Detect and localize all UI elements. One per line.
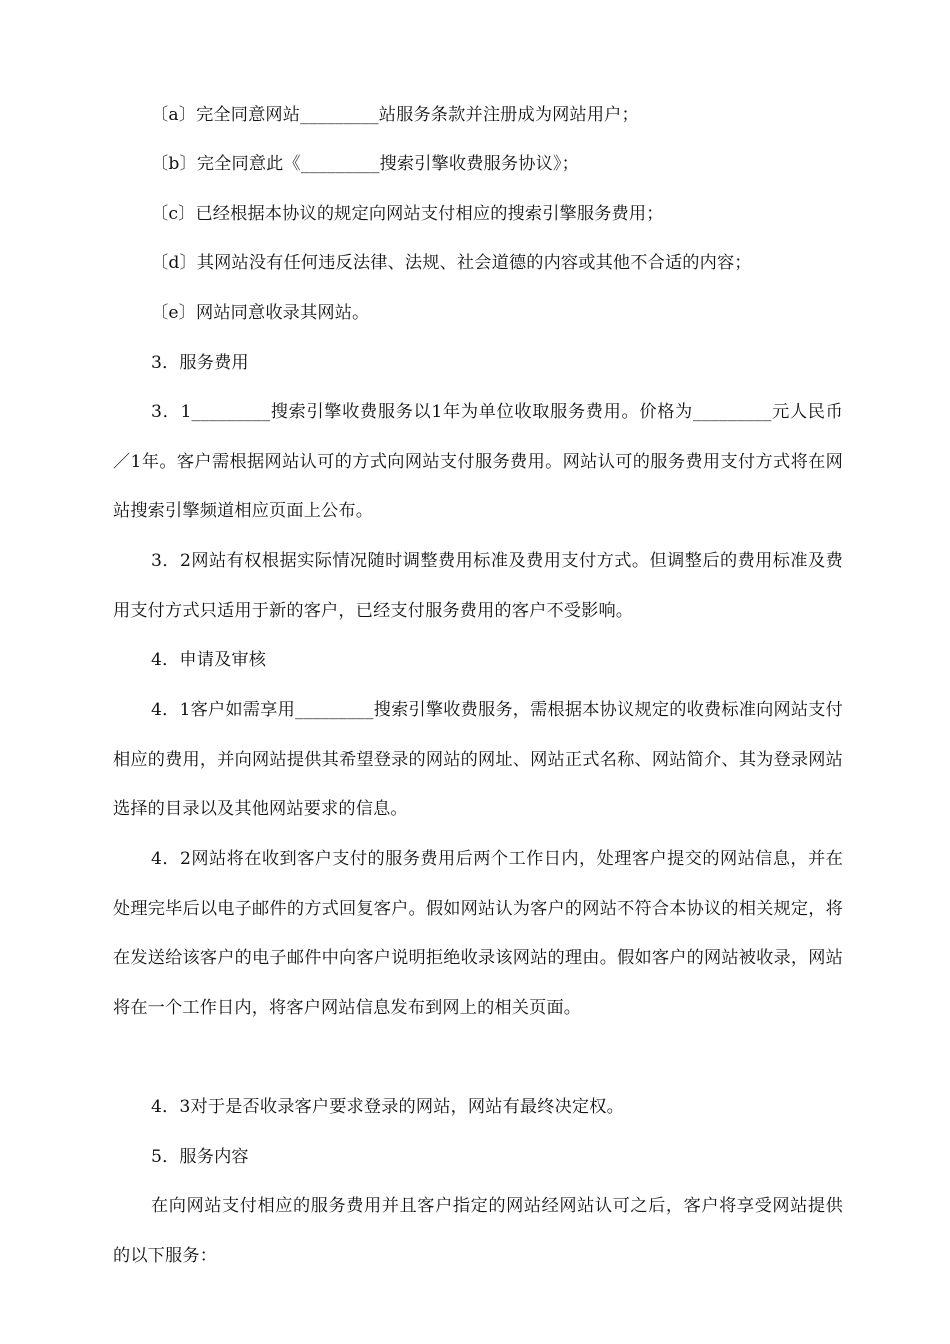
clause-4-1: 4．1客户如需享用_________搜索引擎收费服务，需根据本协议规定的收费标准向网站支付相应的费用，并向网站提供其希望登录的网站的网址、网站正式名称、网站简介、其为登录网站选择的目录以及其他网站要求的信息。 [113,700,843,819]
service-content-intro: 在向网站支付相应的服务费用并且客户指定的网站经网站认可之后，客户将享受网站提供的以下服务： [113,1196,843,1266]
clause-b: 〔b〕完全同意此《_________搜索引擎收费服务协议》； [151,154,579,174]
clause-3-1: 3．1_________搜索引擎收费服务以1年为单位收取服务费用。价格为_________元人民币／1年。客户需根据网站认可的方式向网站支付服务费用。网站认可的服务费用支付方式将在网站搜索引擎频道相应页面上公布。 [113,402,843,521]
clause-a: 〔a〕完全同意网站_________站服务条款并注册成为网站用户； [151,105,639,125]
clause-e: 〔e〕网站同意收录其网站。 [151,303,370,323]
clause-d: 〔d〕其网站没有任何违反法律、法规、社会道德的内容或其他不合适的内容； [151,253,752,273]
clause-4-2: 4．2网站将在收到客户支付的服务费用后两个工作日内，处理客户提交的网站信息，并在处理完毕后以电子邮件的方式回复客户。假如网站认为客户的网站不符合本协议的相关规定，将在发送给该客户的电子邮件中向客户说明拒绝收录该网站的理由。假如客户的网站被收录，网站将在一个工作日内，将客户网站信息发布到网上的相关页面。 [113,849,843,1018]
clause-c: 〔c〕已经根据本协议的规定向网站支付相应的搜索引擎服务费用； [151,204,664,224]
clause-3-2: 3．2网站有权根据实际情况随时调整费用标准及费用支付方式。但调整后的费用标准及费用支付方式只适用于新的客户，已经支付服务费用的客户不受影响。 [113,551,843,621]
section-heading-5: 5．服务内容 [151,1147,249,1167]
clause-4-3: 4．3对于是否收录客户要求登录的网站，网站有最终决定权。 [151,1097,624,1117]
section-heading-4: 4．申请及审核 [151,650,267,670]
section-heading-3: 3．服务费用 [151,353,249,373]
